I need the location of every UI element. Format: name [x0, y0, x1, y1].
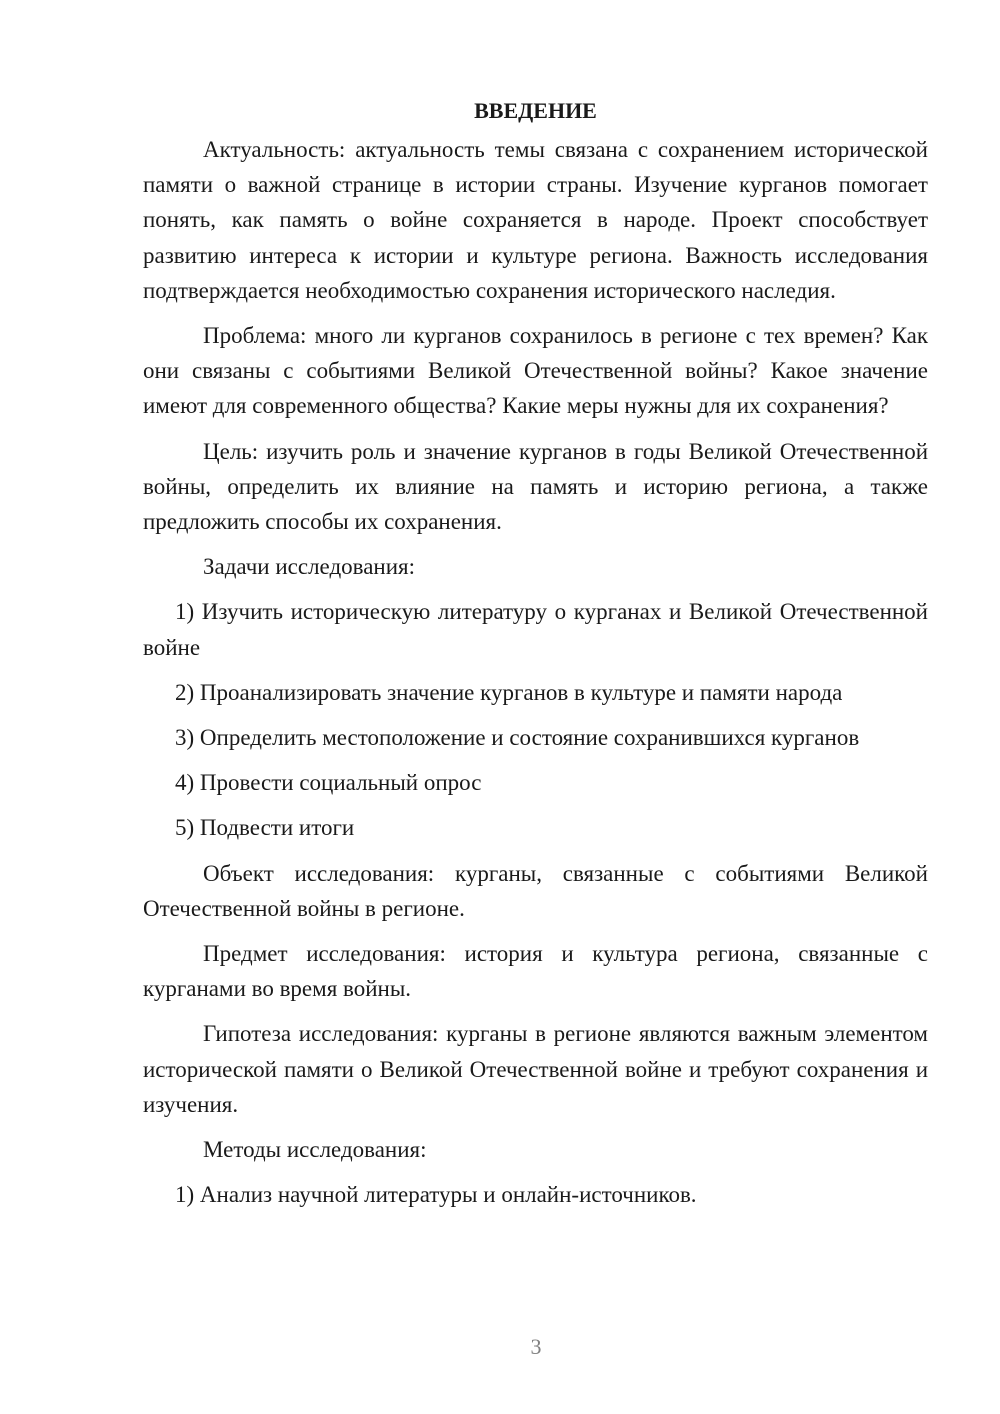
- paragraph-problem: Проблема: много ли курганов сохранилось в регионе с тех времен? Как они связаны с событиями Великой Отечественной войны? Какое значение имеют для современного общества? Какие меры нужны для их сохранения?: [143, 323, 928, 419]
- paragraph-relevance: Актуальность: актуальность темы связана с сохранением исторической памяти о важной странице в истории страны. Изучение курганов помогает понять, как память о войне сохраняется в народе. Проект способствует развитию интереса к истории и культуре региона. Важность исследования подтверждается необходимостью сохранения исторического наследия.: [143, 137, 928, 303]
- task-item-3: 3) Определить местоположение и состояние сохранившихся курганов: [175, 725, 860, 751]
- task-item-1: 1) Изучить историческую литературу о курганах и Великой Отечественной войне: [143, 599, 928, 660]
- document-body: [143, 96, 928, 1222]
- paragraph-goal: Цель: изучить роль и значение курганов в годы Великой Отечественной войны, определить их влияние на память и историю региона, а также предложить способы их сохранения.: [143, 438, 928, 535]
- paragraph-subject: Предмет исследования: история и культура региона, связанные с курганами во время войны.: [143, 941, 928, 1002]
- task-item-2: 2) Проанализировать значение курганов в культуре и памяти народа: [175, 679, 843, 705]
- section-title: ВВЕДЕНИЕ: [474, 98, 597, 123]
- methods-heading: Методы исследования:: [203, 1137, 427, 1163]
- task-item-5: 5) Подвести итоги: [175, 815, 355, 841]
- paragraph-object: Объект исследования: курганы, связанные с событиями Великой Отечественной войны в регионе.: [143, 860, 928, 921]
- page-number: 3: [530, 1334, 542, 1359]
- paragraph-hypothesis: Гипотеза исследования: курганы в регионе являются важным элементом исторической памяти о Великой Отечественной войне и требуют сохранения и изучения.: [143, 1021, 928, 1117]
- method-item-1: 1) Анализ научной литературы и онлайн-источников.: [175, 1182, 697, 1208]
- task-item-4: 4) Провести социальный опрос: [175, 770, 482, 796]
- tasks-heading: Задачи исследования:: [203, 554, 416, 580]
